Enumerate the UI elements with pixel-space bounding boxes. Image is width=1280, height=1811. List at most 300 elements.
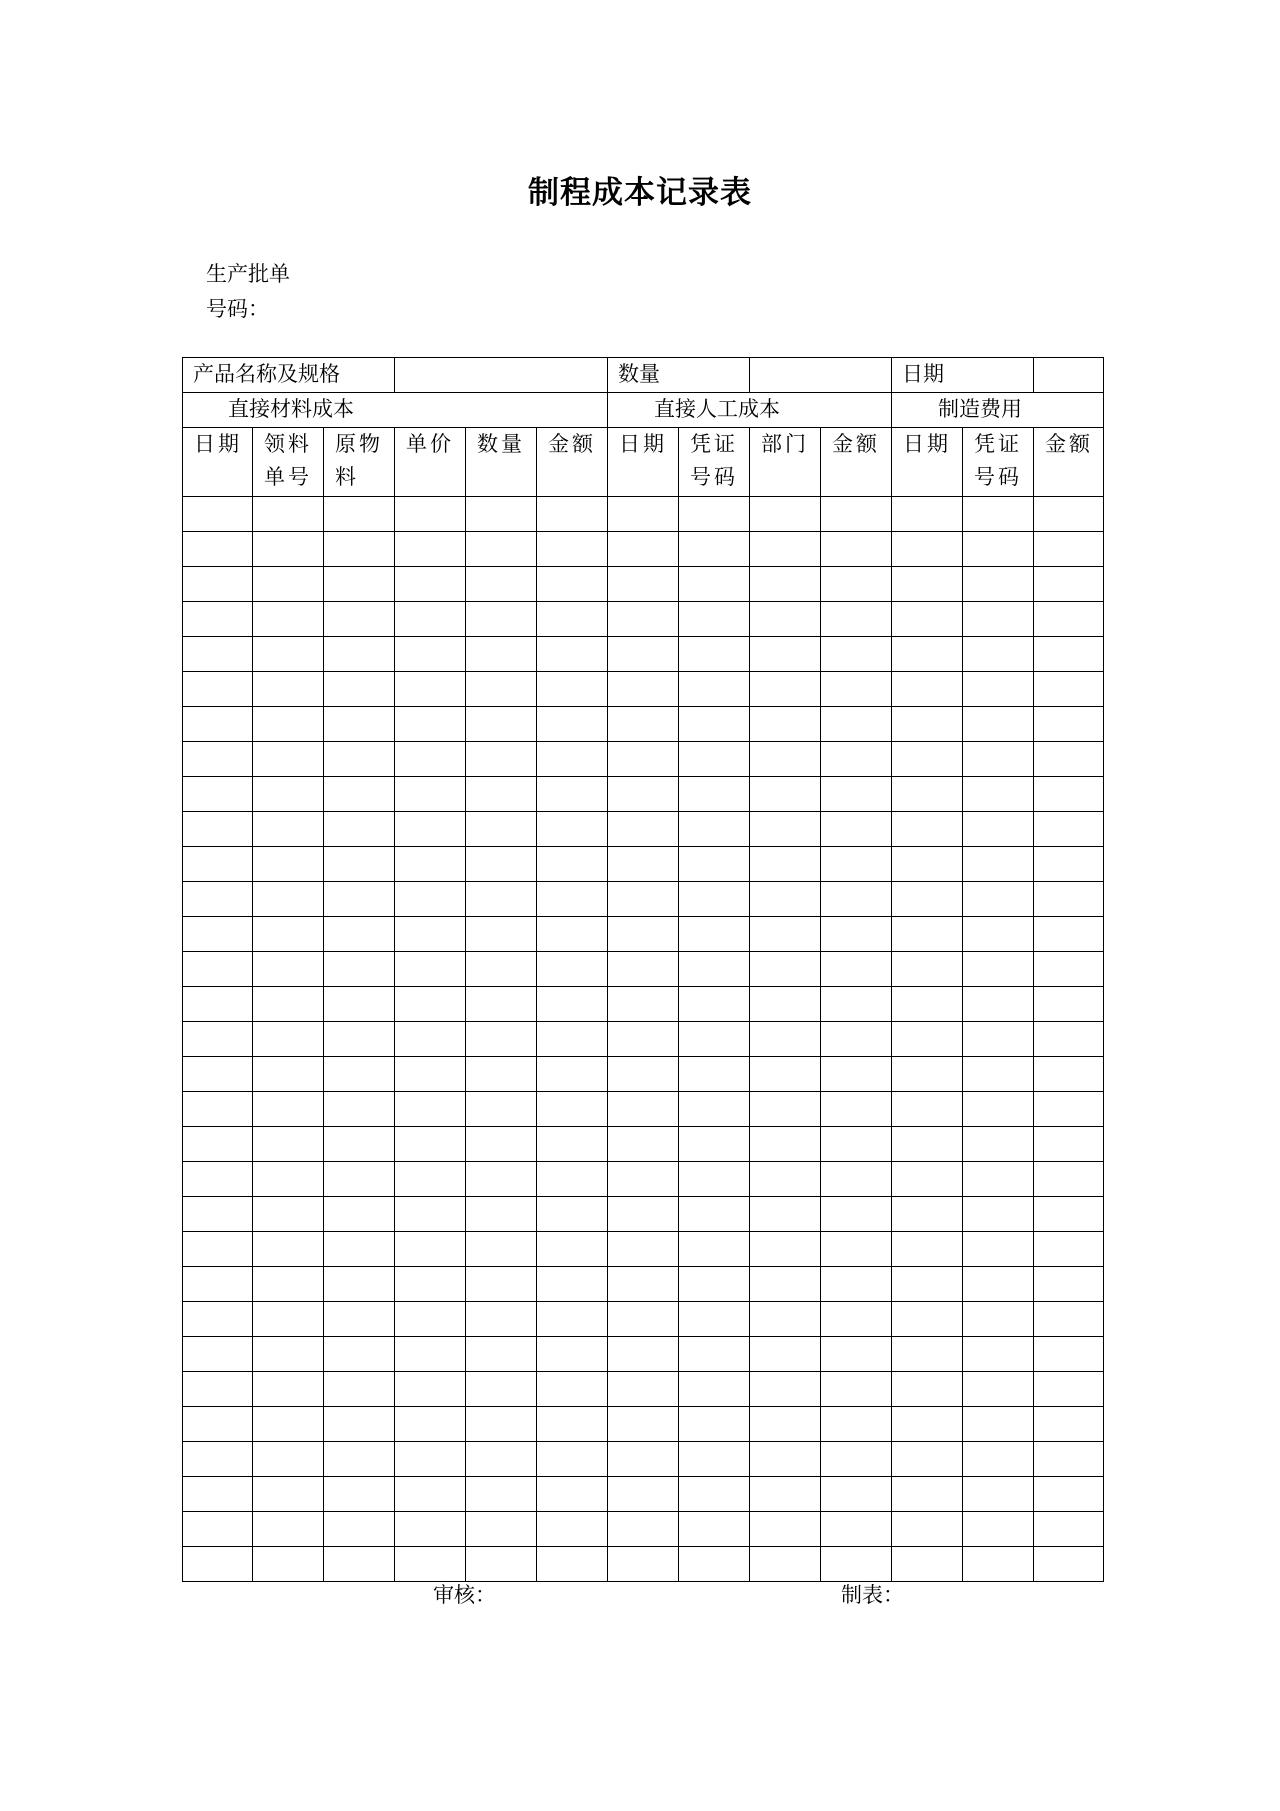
table-cell[interactable] [183, 1127, 253, 1162]
table-cell[interactable] [537, 987, 608, 1022]
table-cell[interactable] [537, 1477, 608, 1512]
table-cell[interactable] [395, 1057, 466, 1092]
table-cell[interactable] [324, 917, 395, 952]
table-cell[interactable] [466, 1022, 537, 1057]
table-cell[interactable] [750, 1197, 821, 1232]
table-cell[interactable] [537, 1092, 608, 1127]
table-cell[interactable] [537, 1162, 608, 1197]
table-cell[interactable] [466, 1547, 537, 1582]
table-cell[interactable] [253, 497, 324, 532]
table-cell[interactable] [608, 497, 679, 532]
table-cell[interactable] [466, 637, 537, 672]
table-cell[interactable] [324, 602, 395, 637]
table-cell[interactable] [466, 847, 537, 882]
table-cell[interactable] [1034, 952, 1104, 987]
table-cell[interactable] [608, 707, 679, 742]
table-cell[interactable] [395, 672, 466, 707]
table-cell[interactable] [253, 707, 324, 742]
table-cell[interactable] [608, 812, 679, 847]
table-cell[interactable] [679, 1022, 750, 1057]
table-cell[interactable] [395, 1162, 466, 1197]
table-cell[interactable] [324, 1407, 395, 1442]
table-cell[interactable] [1034, 917, 1104, 952]
table-cell[interactable] [1034, 1197, 1104, 1232]
table-cell[interactable] [963, 1232, 1034, 1267]
table-cell[interactable] [821, 1372, 892, 1407]
table-cell[interactable] [963, 1022, 1034, 1057]
table-cell[interactable] [608, 1337, 679, 1372]
table-cell[interactable] [395, 1197, 466, 1232]
table-cell[interactable] [183, 917, 253, 952]
table-cell[interactable] [1034, 1477, 1104, 1512]
table-cell[interactable] [608, 847, 679, 882]
table-cell[interactable] [253, 532, 324, 567]
table-cell[interactable] [253, 672, 324, 707]
table-cell[interactable] [1034, 1267, 1104, 1302]
table-cell[interactable] [892, 812, 963, 847]
table-cell[interactable] [253, 637, 324, 672]
table-cell[interactable] [395, 1127, 466, 1162]
table-cell[interactable] [963, 1442, 1034, 1477]
table-cell[interactable] [324, 1022, 395, 1057]
table-cell[interactable] [183, 987, 253, 1022]
table-cell[interactable] [253, 1372, 324, 1407]
table-cell[interactable] [537, 1232, 608, 1267]
table-cell[interactable] [750, 917, 821, 952]
table-cell[interactable] [183, 532, 253, 567]
table-cell[interactable] [608, 987, 679, 1022]
table-cell[interactable] [537, 1372, 608, 1407]
table-cell[interactable] [537, 812, 608, 847]
table-cell[interactable] [253, 1022, 324, 1057]
table-cell[interactable] [608, 777, 679, 812]
table-cell[interactable] [821, 812, 892, 847]
table-cell[interactable] [1034, 1162, 1104, 1197]
table-cell[interactable] [1034, 1302, 1104, 1337]
table-cell[interactable] [253, 1232, 324, 1267]
table-cell[interactable] [253, 1477, 324, 1512]
table-cell[interactable] [253, 1337, 324, 1372]
table-cell[interactable] [466, 1057, 537, 1092]
table-cell[interactable] [750, 1232, 821, 1267]
table-cell[interactable] [253, 777, 324, 812]
table-cell[interactable] [821, 1477, 892, 1512]
table-cell[interactable] [750, 1127, 821, 1162]
table-cell[interactable] [1034, 1022, 1104, 1057]
table-cell[interactable] [821, 1162, 892, 1197]
table-cell[interactable] [324, 1477, 395, 1512]
table-cell[interactable] [537, 532, 608, 567]
table-cell[interactable] [608, 1442, 679, 1477]
table-cell[interactable] [892, 637, 963, 672]
table-cell[interactable] [183, 1267, 253, 1302]
table-cell[interactable] [963, 777, 1034, 812]
table-cell[interactable] [253, 847, 324, 882]
table-cell[interactable] [679, 1547, 750, 1582]
table-cell[interactable] [963, 1267, 1034, 1302]
table-cell[interactable] [963, 847, 1034, 882]
table-cell[interactable] [253, 602, 324, 637]
table-cell[interactable] [324, 1337, 395, 1372]
table-cell[interactable] [466, 1197, 537, 1232]
table-cell[interactable] [821, 707, 892, 742]
table-cell[interactable] [183, 847, 253, 882]
table-cell[interactable] [963, 1512, 1034, 1547]
table-cell[interactable] [679, 1512, 750, 1547]
table-cell[interactable] [324, 847, 395, 882]
table-cell[interactable] [821, 532, 892, 567]
table-cell[interactable] [1034, 672, 1104, 707]
table-cell[interactable] [892, 672, 963, 707]
table-cell[interactable] [466, 672, 537, 707]
table-cell[interactable] [750, 812, 821, 847]
table-cell[interactable] [324, 742, 395, 777]
table-cell[interactable] [324, 987, 395, 1022]
table-cell[interactable] [892, 847, 963, 882]
table-cell[interactable] [537, 1442, 608, 1477]
table-cell[interactable] [537, 882, 608, 917]
table-cell[interactable] [750, 1477, 821, 1512]
table-cell[interactable] [821, 847, 892, 882]
table-cell[interactable] [892, 1092, 963, 1127]
table-cell[interactable] [1034, 1232, 1104, 1267]
table-cell[interactable] [963, 1547, 1034, 1582]
table-cell[interactable] [466, 952, 537, 987]
table-cell[interactable] [324, 1442, 395, 1477]
table-cell[interactable] [324, 1547, 395, 1582]
table-cell[interactable] [892, 952, 963, 987]
table-cell[interactable] [1034, 742, 1104, 777]
table-cell[interactable] [466, 987, 537, 1022]
table-cell[interactable] [253, 1512, 324, 1547]
table-cell[interactable] [750, 602, 821, 637]
table-cell[interactable] [183, 1407, 253, 1442]
table-cell[interactable] [183, 1162, 253, 1197]
table-cell[interactable] [821, 567, 892, 602]
table-cell[interactable] [253, 1162, 324, 1197]
table-cell[interactable] [395, 602, 466, 637]
table-cell[interactable] [821, 637, 892, 672]
table-cell[interactable] [892, 987, 963, 1022]
table-cell[interactable] [821, 1092, 892, 1127]
table-cell[interactable] [324, 567, 395, 602]
table-cell[interactable] [821, 777, 892, 812]
table-cell[interactable] [963, 707, 1034, 742]
table-cell[interactable] [679, 707, 750, 742]
table-cell[interactable] [183, 777, 253, 812]
table-cell[interactable] [892, 882, 963, 917]
table-cell[interactable] [183, 1337, 253, 1372]
table-cell[interactable] [466, 1337, 537, 1372]
table-cell[interactable] [963, 917, 1034, 952]
table-cell[interactable] [750, 1337, 821, 1372]
table-cell[interactable] [395, 532, 466, 567]
table-cell[interactable] [324, 1057, 395, 1092]
table-cell[interactable] [821, 882, 892, 917]
table-cell[interactable] [466, 812, 537, 847]
table-cell[interactable] [963, 1407, 1034, 1442]
table-cell[interactable] [892, 497, 963, 532]
table-cell[interactable] [821, 1547, 892, 1582]
table-cell[interactable] [963, 567, 1034, 602]
table-cell[interactable] [608, 1512, 679, 1547]
table-cell[interactable] [963, 812, 1034, 847]
table-cell[interactable] [324, 1197, 395, 1232]
table-cell[interactable] [679, 1337, 750, 1372]
table-cell[interactable] [324, 497, 395, 532]
table-cell[interactable] [466, 1407, 537, 1442]
table-cell[interactable] [395, 707, 466, 742]
table-cell[interactable] [395, 1337, 466, 1372]
table-cell[interactable] [679, 1092, 750, 1127]
table-cell[interactable] [608, 1302, 679, 1337]
table-cell[interactable] [608, 532, 679, 567]
table-cell[interactable] [183, 812, 253, 847]
table-cell[interactable] [324, 882, 395, 917]
table-cell[interactable] [750, 672, 821, 707]
table-cell[interactable] [679, 812, 750, 847]
table-cell[interactable] [324, 707, 395, 742]
table-cell[interactable] [608, 742, 679, 777]
table-cell[interactable] [537, 1057, 608, 1092]
table-cell[interactable] [892, 1127, 963, 1162]
table-cell[interactable] [892, 532, 963, 567]
table-cell[interactable] [1034, 1127, 1104, 1162]
table-cell[interactable] [750, 707, 821, 742]
table-cell[interactable] [537, 602, 608, 637]
table-cell[interactable] [324, 952, 395, 987]
table-cell[interactable] [963, 987, 1034, 1022]
table-cell[interactable] [1034, 1547, 1104, 1582]
table-cell[interactable] [183, 1372, 253, 1407]
table-cell[interactable] [537, 672, 608, 707]
table-cell[interactable] [537, 742, 608, 777]
table-cell[interactable] [466, 1267, 537, 1302]
table-cell[interactable] [253, 1302, 324, 1337]
table-cell[interactable] [963, 637, 1034, 672]
table-cell[interactable] [466, 1477, 537, 1512]
table-cell[interactable] [821, 1022, 892, 1057]
table-cell[interactable] [892, 1267, 963, 1302]
table-cell[interactable] [324, 777, 395, 812]
table-cell[interactable] [324, 532, 395, 567]
table-cell[interactable] [466, 1302, 537, 1337]
table-cell[interactable] [750, 882, 821, 917]
table-cell[interactable] [608, 882, 679, 917]
table-cell[interactable] [537, 777, 608, 812]
table-cell[interactable] [963, 1092, 1034, 1127]
table-cell[interactable] [892, 1057, 963, 1092]
table-cell[interactable] [608, 602, 679, 637]
table-cell[interactable] [608, 1197, 679, 1232]
table-cell[interactable] [466, 1092, 537, 1127]
table-cell[interactable] [608, 917, 679, 952]
table-cell[interactable] [679, 1372, 750, 1407]
table-cell[interactable] [324, 1232, 395, 1267]
table-cell[interactable] [537, 637, 608, 672]
table-cell[interactable] [892, 1232, 963, 1267]
table-cell[interactable] [679, 952, 750, 987]
table-cell[interactable] [324, 1162, 395, 1197]
table-cell[interactable] [892, 1512, 963, 1547]
table-cell[interactable] [466, 1127, 537, 1162]
table-cell[interactable] [608, 672, 679, 707]
table-cell[interactable] [253, 812, 324, 847]
table-cell[interactable] [183, 742, 253, 777]
table-cell[interactable] [750, 1302, 821, 1337]
table-cell[interactable] [821, 987, 892, 1022]
table-cell[interactable] [821, 742, 892, 777]
table-cell[interactable] [750, 1092, 821, 1127]
table-cell[interactable] [608, 1127, 679, 1162]
table-cell[interactable] [183, 602, 253, 637]
table-cell[interactable] [963, 1197, 1034, 1232]
table-cell[interactable] [679, 1162, 750, 1197]
table-cell[interactable] [679, 882, 750, 917]
table-cell[interactable] [1034, 1057, 1104, 1092]
table-cell[interactable] [892, 1302, 963, 1337]
table-cell[interactable] [608, 637, 679, 672]
table-cell[interactable] [892, 1372, 963, 1407]
table-cell[interactable] [1034, 602, 1104, 637]
table-cell[interactable] [679, 847, 750, 882]
table-cell[interactable] [750, 987, 821, 1022]
table-cell[interactable] [183, 1477, 253, 1512]
table-cell[interactable] [608, 1092, 679, 1127]
table-cell[interactable] [537, 952, 608, 987]
table-cell[interactable] [963, 1337, 1034, 1372]
table-cell[interactable] [183, 707, 253, 742]
table-cell[interactable] [892, 1337, 963, 1372]
table-cell[interactable] [963, 1477, 1034, 1512]
table-cell[interactable] [1034, 847, 1104, 882]
table-cell[interactable] [466, 532, 537, 567]
table-cell[interactable] [821, 952, 892, 987]
table-cell[interactable] [395, 1267, 466, 1302]
table-cell[interactable] [395, 987, 466, 1022]
table-cell[interactable] [608, 1372, 679, 1407]
table-cell[interactable] [395, 1442, 466, 1477]
table-cell[interactable] [963, 1302, 1034, 1337]
table-cell[interactable] [1034, 707, 1104, 742]
table-cell[interactable] [253, 917, 324, 952]
table-cell[interactable] [395, 637, 466, 672]
table-cell[interactable] [183, 882, 253, 917]
table-cell[interactable] [1034, 1407, 1104, 1442]
table-cell[interactable] [183, 1547, 253, 1582]
table-cell[interactable] [608, 1057, 679, 1092]
table-cell[interactable] [537, 1337, 608, 1372]
table-cell[interactable] [324, 812, 395, 847]
table-cell[interactable] [892, 567, 963, 602]
table-cell[interactable] [1034, 812, 1104, 847]
table-cell[interactable] [679, 1442, 750, 1477]
table-cell[interactable] [750, 847, 821, 882]
table-cell[interactable] [466, 602, 537, 637]
table-cell[interactable] [183, 1512, 253, 1547]
table-cell[interactable] [679, 1407, 750, 1442]
table-cell[interactable] [750, 1407, 821, 1442]
table-cell[interactable] [183, 952, 253, 987]
table-cell[interactable] [537, 1267, 608, 1302]
table-cell[interactable] [253, 1407, 324, 1442]
table-cell[interactable] [892, 1407, 963, 1442]
table-cell[interactable] [253, 952, 324, 987]
table-cell[interactable] [892, 602, 963, 637]
table-cell[interactable] [1034, 1512, 1104, 1547]
table-cell[interactable] [395, 497, 466, 532]
table-cell[interactable] [395, 1302, 466, 1337]
table-cell[interactable] [1034, 777, 1104, 812]
table-cell[interactable] [324, 1512, 395, 1547]
table-cell[interactable] [253, 742, 324, 777]
table-cell[interactable] [750, 1267, 821, 1302]
table-cell[interactable] [183, 1092, 253, 1127]
table-cell[interactable] [679, 1267, 750, 1302]
table-cell[interactable] [679, 567, 750, 602]
table-cell[interactable] [1034, 1442, 1104, 1477]
table-cell[interactable] [395, 1407, 466, 1442]
table-cell[interactable] [963, 742, 1034, 777]
table-cell[interactable] [1034, 532, 1104, 567]
table-cell[interactable] [253, 882, 324, 917]
table-cell[interactable] [466, 1512, 537, 1547]
table-cell[interactable] [466, 777, 537, 812]
table-cell[interactable] [395, 847, 466, 882]
table-cell[interactable] [395, 1092, 466, 1127]
table-cell[interactable] [537, 1512, 608, 1547]
table-cell[interactable] [537, 567, 608, 602]
table-cell[interactable] [892, 1022, 963, 1057]
table-cell[interactable] [395, 1547, 466, 1582]
table-cell[interactable] [466, 1232, 537, 1267]
table-cell[interactable] [963, 1372, 1034, 1407]
table-cell[interactable] [750, 1057, 821, 1092]
table-cell[interactable] [183, 567, 253, 602]
table-cell[interactable] [679, 672, 750, 707]
table-cell[interactable] [608, 567, 679, 602]
table-cell[interactable] [183, 1022, 253, 1057]
table-cell[interactable] [608, 1232, 679, 1267]
table-cell[interactable] [183, 1197, 253, 1232]
table-cell[interactable] [750, 1372, 821, 1407]
table-cell[interactable] [253, 567, 324, 602]
table-cell[interactable] [679, 1127, 750, 1162]
table-cell[interactable] [821, 1512, 892, 1547]
table-cell[interactable] [183, 1442, 253, 1477]
table-cell[interactable] [892, 1442, 963, 1477]
table-cell[interactable] [253, 1092, 324, 1127]
product-name-field[interactable] [395, 358, 608, 393]
table-cell[interactable] [537, 707, 608, 742]
table-cell[interactable] [1034, 1337, 1104, 1372]
table-cell[interactable] [466, 882, 537, 917]
table-cell[interactable] [892, 1197, 963, 1232]
table-cell[interactable] [821, 1197, 892, 1232]
table-cell[interactable] [466, 497, 537, 532]
table-cell[interactable] [395, 1022, 466, 1057]
date-field[interactable] [1034, 358, 1104, 393]
table-cell[interactable] [750, 1547, 821, 1582]
table-cell[interactable] [395, 777, 466, 812]
table-cell[interactable] [679, 497, 750, 532]
table-cell[interactable] [324, 672, 395, 707]
table-cell[interactable] [750, 742, 821, 777]
table-cell[interactable] [821, 672, 892, 707]
table-cell[interactable] [395, 1477, 466, 1512]
table-cell[interactable] [679, 742, 750, 777]
table-cell[interactable] [253, 1127, 324, 1162]
